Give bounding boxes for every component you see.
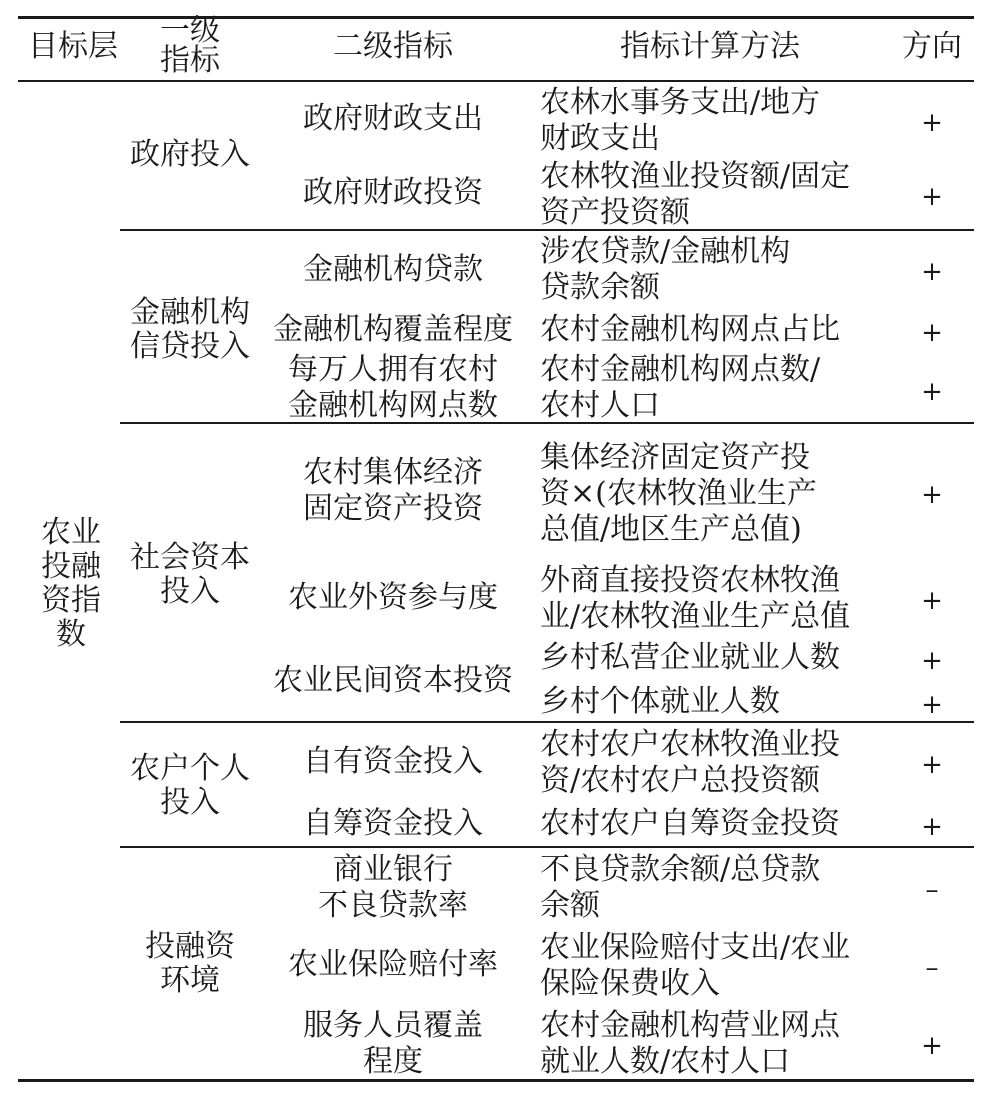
method-line: 农村农户农林牧渔业投 xyxy=(540,727,840,762)
target-layer-line: 数 xyxy=(56,617,86,652)
indicator-line: 金融机构网点数 xyxy=(288,388,498,423)
group-name-line: 金融机构 xyxy=(130,295,250,330)
group-name-line: 投入 xyxy=(160,574,220,609)
method-line: 农村农户自筹资金投资 xyxy=(540,806,840,841)
direction-cell: + xyxy=(921,1031,943,1061)
method-cell xyxy=(540,640,840,676)
indicator-line: 不良贷款率 xyxy=(318,888,468,923)
method-line: 资产投资额 xyxy=(540,195,690,230)
target-layer-line: 资指 xyxy=(41,583,101,618)
method-line: 不良贷款余额/总贷款 xyxy=(540,852,821,887)
header-level2: 二级指标 xyxy=(333,29,453,64)
method-line: 乡村个体就业人数 xyxy=(540,684,780,719)
indicator-cell xyxy=(303,1008,483,1080)
method-line: 农村金融机构网点数/ xyxy=(540,352,821,387)
method-line: 保险保费收入 xyxy=(540,966,720,1001)
method-line: 资×(农林牧渔业生产 xyxy=(540,476,817,511)
header-target: 目标层 xyxy=(28,29,118,64)
method-cell xyxy=(540,852,820,924)
method-cell xyxy=(540,1008,840,1080)
method-line: 财政支出 xyxy=(540,121,660,156)
indicator-line: 程度 xyxy=(363,1044,423,1079)
indicator-line: 农业民间资本投资 xyxy=(273,663,513,698)
method-cell xyxy=(540,85,820,157)
indicator-line: 政府财政投资 xyxy=(303,175,483,210)
method-line: 涉农贷款/金融机构 xyxy=(540,234,791,269)
method-line: 乡村私营企业就业人数 xyxy=(540,640,840,675)
direction-cell: + xyxy=(921,646,943,676)
indicator-line: 自筹资金投入 xyxy=(303,806,483,841)
method-line: 就业人数/农村人口 xyxy=(540,1044,791,1079)
target-layer-line: 投融 xyxy=(41,549,101,584)
group-name-line: 投融资 xyxy=(145,929,235,964)
indicator-line: 自有资金投入 xyxy=(303,744,483,779)
group-name-line: 投入 xyxy=(160,785,220,820)
group-name-line: 信贷投入 xyxy=(130,329,250,364)
target-layer-line: 农业 xyxy=(41,515,101,550)
method-line: 农业保险赔付支出/农业 xyxy=(540,930,851,965)
indicator-line: 固定资产投资 xyxy=(303,491,483,526)
direction-cell: + xyxy=(921,690,943,720)
method-line: 业/农林牧渔业生产总值 xyxy=(540,599,851,634)
indicator-line: 政府财政支出 xyxy=(303,101,483,136)
group-name-line: 环境 xyxy=(160,963,220,998)
group-name xyxy=(130,752,250,820)
header-rule xyxy=(18,80,974,82)
indicator-cell xyxy=(288,352,498,424)
indicator-line: 农业外资参与度 xyxy=(288,580,498,615)
indicator-cell xyxy=(288,580,498,616)
indicator-cell xyxy=(303,175,483,211)
header-level1-line2: 指标 xyxy=(160,43,220,78)
group-name xyxy=(130,541,250,609)
group-name-line: 农户个人 xyxy=(130,751,250,786)
method-cell xyxy=(540,234,790,306)
method-line: 资/农村农户总投资额 xyxy=(540,763,821,798)
method-line: 农村人口 xyxy=(540,388,660,423)
direction-cell: + xyxy=(921,257,943,287)
method-cell xyxy=(540,727,840,799)
indicator-cell xyxy=(303,744,483,780)
indicator-cell xyxy=(273,663,513,699)
method-line: 贷款余额 xyxy=(540,270,660,305)
method-line: 外商直接投资农林牧渔 xyxy=(540,563,840,598)
indicator-cell xyxy=(303,252,483,288)
header-level1 xyxy=(160,13,220,78)
method-cell xyxy=(540,806,840,842)
direction-cell: – xyxy=(925,875,939,905)
direction-cell: + xyxy=(921,480,943,510)
group-rule-4 xyxy=(120,846,974,848)
method-cell xyxy=(540,352,820,424)
direction-cell: + xyxy=(921,750,943,780)
indicator-line: 商业银行 xyxy=(333,852,453,887)
group-rule-3 xyxy=(120,721,974,723)
direction-cell: + xyxy=(921,377,943,407)
direction-cell: + xyxy=(921,586,943,616)
header-level1-line1: 一级 xyxy=(160,13,220,48)
direction-cell: + xyxy=(921,812,943,842)
direction-cell: + xyxy=(921,182,943,212)
method-line: 余额 xyxy=(540,888,600,923)
group-name xyxy=(130,296,250,364)
group-name xyxy=(130,138,250,172)
group-name-line: 社会资本 xyxy=(130,540,250,575)
indicator-line: 农业保险赔付率 xyxy=(288,947,498,982)
method-cell xyxy=(540,159,850,231)
method-line: 农村金融机构营业网点 xyxy=(540,1008,840,1043)
group-name xyxy=(145,930,235,998)
method-cell xyxy=(540,930,850,1002)
method-cell xyxy=(540,684,780,720)
method-line: 农林水事务支出/地方 xyxy=(540,85,821,120)
indicator-line: 服务人员覆盖 xyxy=(303,1008,483,1043)
indicator-line: 金融机构覆盖程度 xyxy=(273,312,513,347)
indicator-cell xyxy=(303,806,483,842)
group-name-line: 政府投入 xyxy=(130,137,250,172)
indicator-line: 农村集体经济 xyxy=(303,455,483,490)
header-method: 指标计算方法 xyxy=(620,29,800,64)
indicator-cell xyxy=(303,455,483,527)
target-layer-cell xyxy=(30,516,112,652)
method-line: 农林牧渔业投资额/固定 xyxy=(540,159,851,194)
indicator-cell xyxy=(318,852,468,924)
direction-cell: – xyxy=(925,953,939,983)
indicator-cell xyxy=(273,312,513,348)
method-line: 农村金融机构网点占比 xyxy=(540,312,840,347)
method-cell xyxy=(540,563,850,635)
indicator-line: 每万人拥有农村 xyxy=(288,352,498,387)
indicator-cell xyxy=(288,947,498,983)
direction-cell: + xyxy=(921,108,943,138)
method-cell xyxy=(540,440,817,548)
method-line: 总值/地区生产总值) xyxy=(540,512,802,547)
direction-cell: + xyxy=(921,318,943,348)
method-cell xyxy=(540,312,840,348)
indicator-cell xyxy=(303,101,483,137)
indicator-line: 金融机构贷款 xyxy=(303,252,483,287)
header-direction: 方向 xyxy=(902,29,962,64)
method-line: 集体经济固定资产投 xyxy=(540,440,810,475)
